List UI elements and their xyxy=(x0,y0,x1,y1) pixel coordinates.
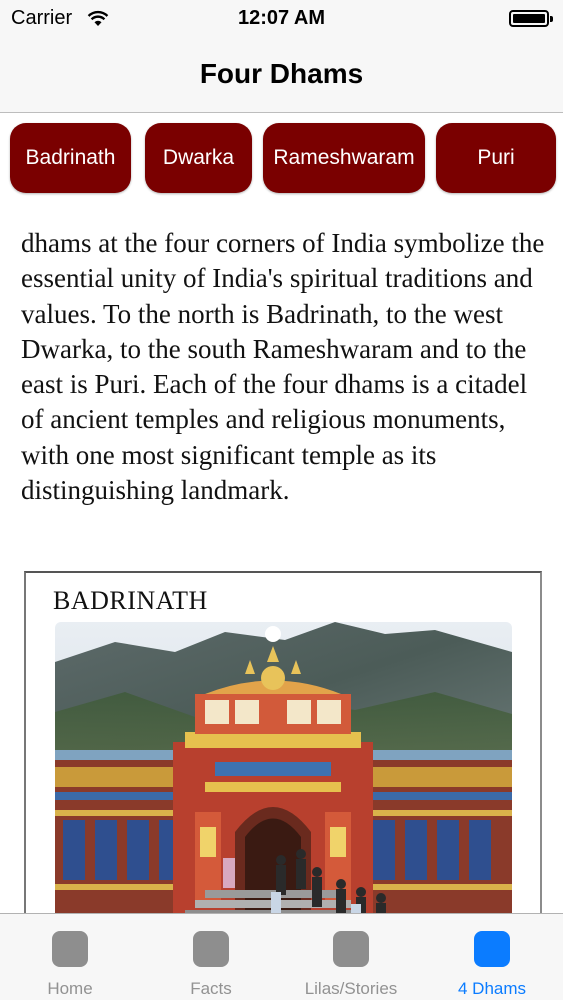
status-bar xyxy=(0,0,563,38)
battery-icon xyxy=(509,10,549,27)
tab-lilas-stories[interactable] xyxy=(281,914,421,1000)
dwarka-button[interactable]: Dwarka xyxy=(145,123,252,193)
carrier-label: Carrier xyxy=(11,7,73,29)
tab-lilas-stories-label: Lilas/Stories xyxy=(304,979,398,998)
tab-home-label: Home xyxy=(47,979,93,998)
lilas-stories-icon xyxy=(333,931,369,967)
tab-4-dhams[interactable] xyxy=(422,914,562,1000)
tab-facts[interactable] xyxy=(141,914,281,1000)
rameshwaram-button[interactable]: Rameshwaram xyxy=(263,123,425,193)
puri-button[interactable]: Puri xyxy=(436,123,556,193)
tab-facts-label: Facts xyxy=(190,979,232,998)
tab-home[interactable] xyxy=(0,914,140,1000)
tab-4-dhams-label: 4 Dhams xyxy=(457,979,527,998)
badrinath-button[interactable]: Badrinath xyxy=(10,123,131,193)
badrinath-temple-photo xyxy=(55,622,512,931)
facts-icon xyxy=(193,931,229,967)
home-icon xyxy=(52,931,88,967)
page-title: Four Dhams xyxy=(199,58,364,89)
4-dhams-icon xyxy=(474,931,510,967)
intro-paragraph: dhams at the four corners of India symbolize the essential unity of India's spiritual traditions and values. To the north is Badrinath, to the west Dwarka, to the south Rameshwaram and to the east is Puri. Each of the four dhams is a citadel of ancient temples and religious monuments, with one most significant temple as its distinguishing landmark. xyxy=(21,228,545,506)
card-title: BADRINATH xyxy=(53,586,208,615)
clock: 12:07 AM xyxy=(237,7,326,29)
badrinath-card xyxy=(24,571,542,931)
navigation-bar xyxy=(0,38,563,113)
tab-bar xyxy=(0,913,563,1000)
